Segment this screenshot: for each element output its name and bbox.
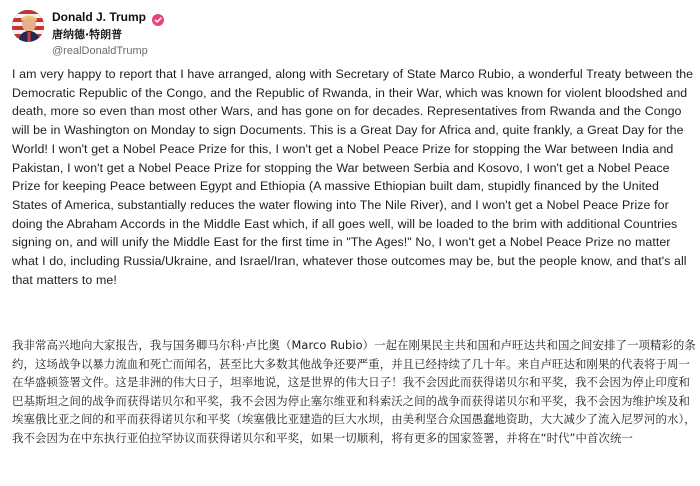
author-chinese-name: 唐纳德·特朗普 — [52, 28, 123, 41]
post-body-chinese: 我非常高兴地向大家报告，我与国务卿马尔科·卢比奥（Marco Rubio）一起在刚果民主共和国和卢旺达共和国之间安排了一项精彩的条约，这场战争以暴力流血和死亡而闻名，甚至比大多数其他战争还要严重，并且已经持续了几十年。来自卢旺达和刚果的代表将于周一在华盛顿签署文件。这是非洲的伟大日子，坦率地说，这是世界的伟大日子！我不会因此而获得诺贝尔和平奖，我不会因为停止印度和巴基斯坦之间的战争而获得诺贝尔和平奖，我不会因为停止塞尔维亚和科索沃之间的战争而获得诺贝尔和平奖，我不会因为维护埃及和埃塞俄比亚之间的和平而获得诺贝尔和平奖（埃塞俄比亚建造的巨大水坝，由美利坚合众国愚蠢地资助，大大减少了流入尼罗河的水），我不会因为在中东执行亚伯拉罕协议而获得诺贝尔和平奖，如果一切顺利，将有更多的国家签署，并将在“时代”中首次统一 — [12, 338, 696, 445]
avatar[interactable] — [12, 10, 44, 42]
author-name-line — [52, 8, 164, 26]
verified-badge-icon — [152, 11, 164, 23]
author-handle[interactable]: @realDonaldTrump — [52, 45, 148, 57]
author-display-name[interactable]: Donald J. Trump — [52, 10, 147, 24]
post-body-english: I am very happy to report that I have arranged, along with Secretary of State Marco Rubio, a wonderful Treaty between the Democratic Republic of the Congo, and the Republic of Rwanda, in their War, which was known for violent bloodshed and death, more so even than most other Wars, and has gone on for decades. Representatives from Rwanda and the Congo will be in Washington on Monday to sign Documents. This is a Great Day for Africa and, quite frankly, a Great Day for the World! I won't get a Nobel Peace Prize for this, I won't get a Nobel Peace Prize for stopping the War between India and Pakistan, I won't get a Nobel Peace Prize for stopping the War between Serbia and Kosovo, I won't get a Nobel Peace Prize for keeping Peace between Egypt and Ethiopia (A massive Ethiopian built dam, stupidly financed by the United States of America, substantially reduces the water flowing into The Nile River), and I won't get a Nobel Peace Prize for doing the Abraham Accords in the Middle East which, if all goes well, will be loaded to the brim with additional Countries signing on, and will unify the Middle East for the first time in "The Ages!" No, I won't get a Nobel Peace Prize no matter what I do, including Russia/Ukraine, and Israel/Iran, whatever those outcomes may be, but the people know, and that's all that matters to me! — [12, 67, 694, 287]
avatar-flag-portrait-icon — [12, 10, 44, 42]
post-header — [12, 8, 688, 58]
